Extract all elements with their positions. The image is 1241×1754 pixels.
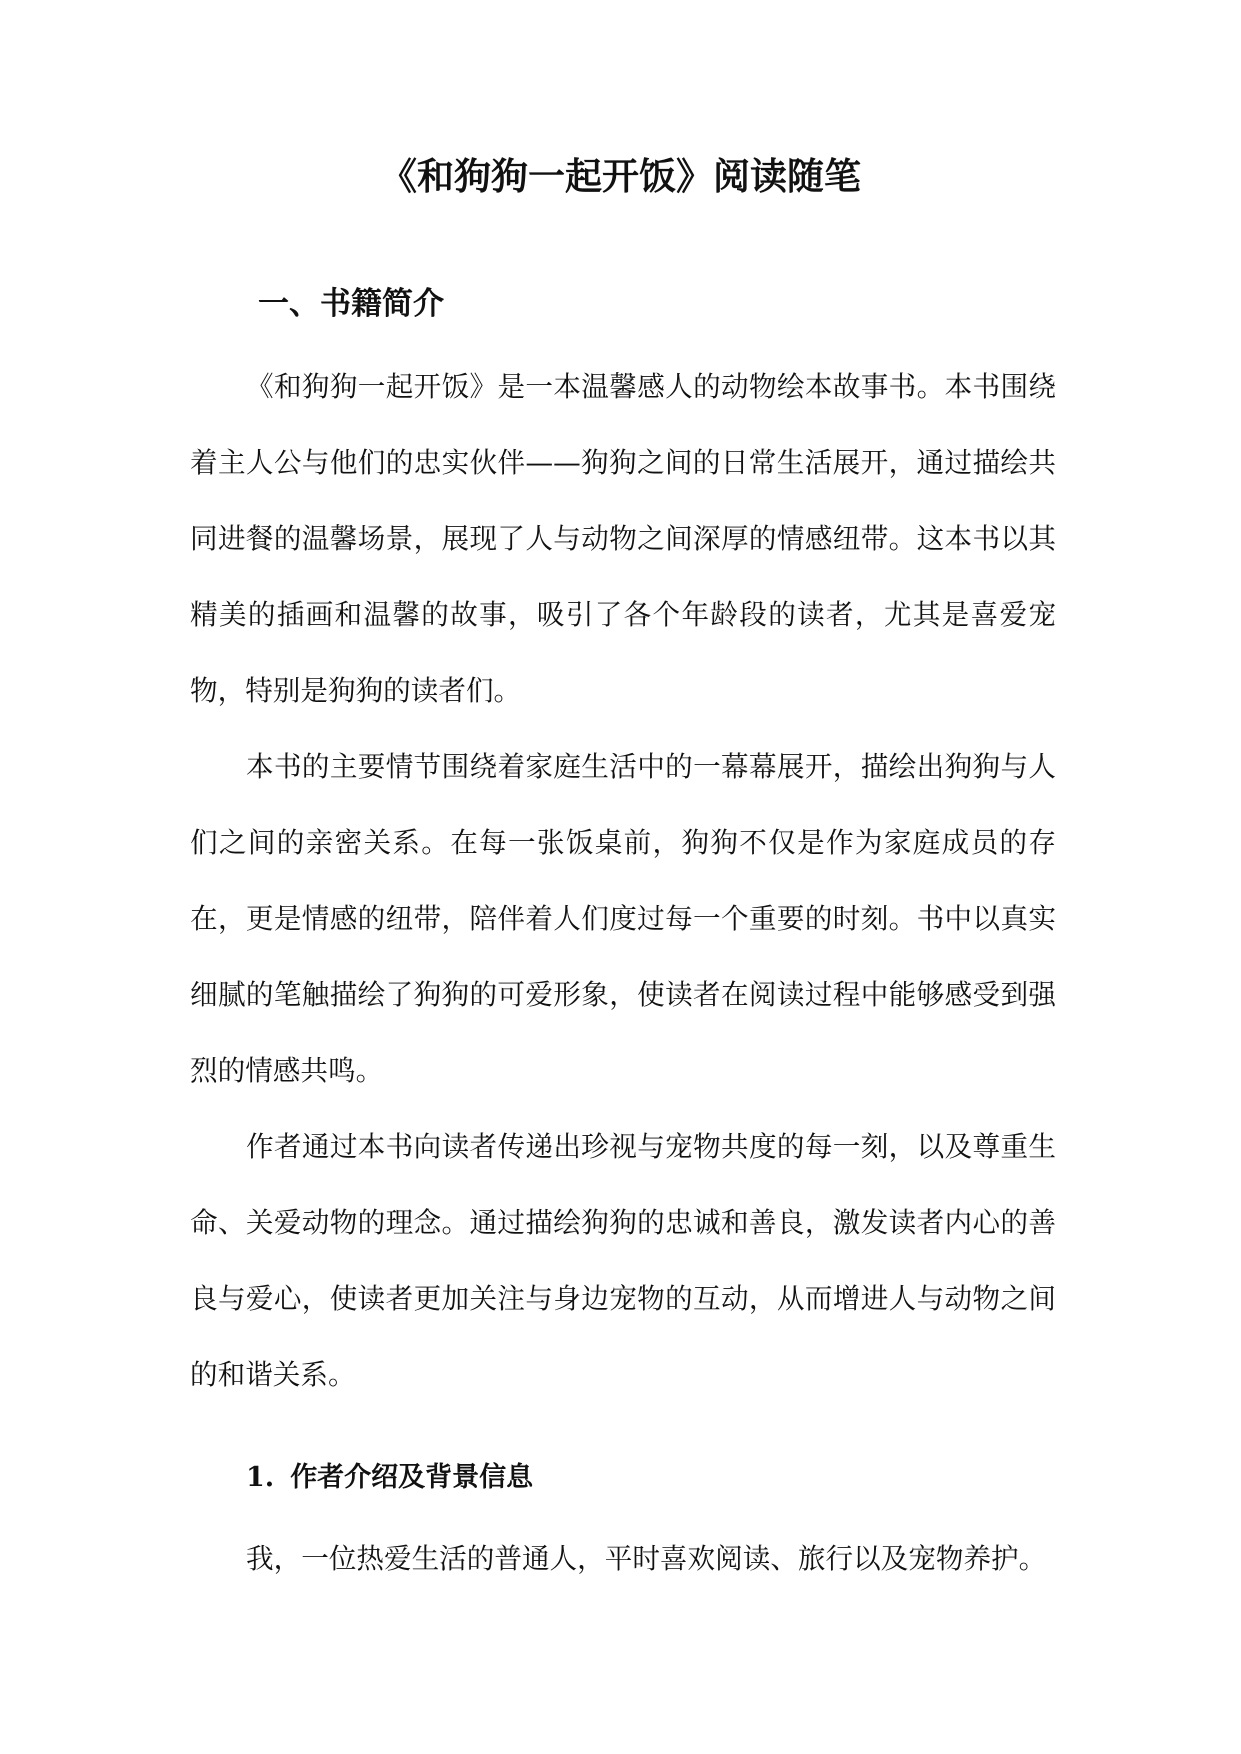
- section-heading-book-intro: 一、书籍简介: [258, 286, 444, 322]
- paragraph-intro-3: 作者通过本书向读者传递出珍视与宠物共度的每一刻，以及尊重生命、关爱动物的理念。通过描绘狗狗的忠诚和善良，激发读者内心的善良与爱心，使读者更加关注与身边宠物的互动，从而增进人与动物之间的和谐关系。: [190, 1130, 1056, 1391]
- paragraph-intro-1: 《和狗狗一起开饭》是一本温馨感人的动物绘本故事书。本书围绕着主人公与他们的忠实伙伴——狗狗之间的日常生活展开，通过描绘共同进餐的温馨场景，展现了人与动物之间深厚的情感纽带。这本书以其精美的插画和温馨的故事，吸引了各个年龄段的读者，尤其是喜爱宠物，特别是狗狗的读者们。: [190, 370, 1056, 707]
- document-title: 《和狗狗一起开饭》阅读随笔: [380, 154, 861, 198]
- subsection-heading-author: [246, 1450, 533, 1506]
- subsection-number: 1.: [246, 1462, 275, 1493]
- paragraph-intro-2: 本书的主要情节围绕着家庭生活中的一幕幕展开，描绘出狗狗与人们之间的亲密关系。在每一张饭桌前，狗狗不仅是作为家庭成员的存在，更是情感的纽带，陪伴着人们度过每一个重要的时刻。书中以真实细腻的笔触描绘了狗狗的可爱形象，使读者在阅读过程中能够感受到强烈的情感共鸣。: [190, 750, 1056, 1087]
- subsection-title: 作者介绍及背景信息: [290, 1462, 534, 1493]
- paragraph-author-1: 我，一位热爱生活的普通人，平时喜欢阅读、旅行以及宠物养护。: [246, 1542, 1047, 1575]
